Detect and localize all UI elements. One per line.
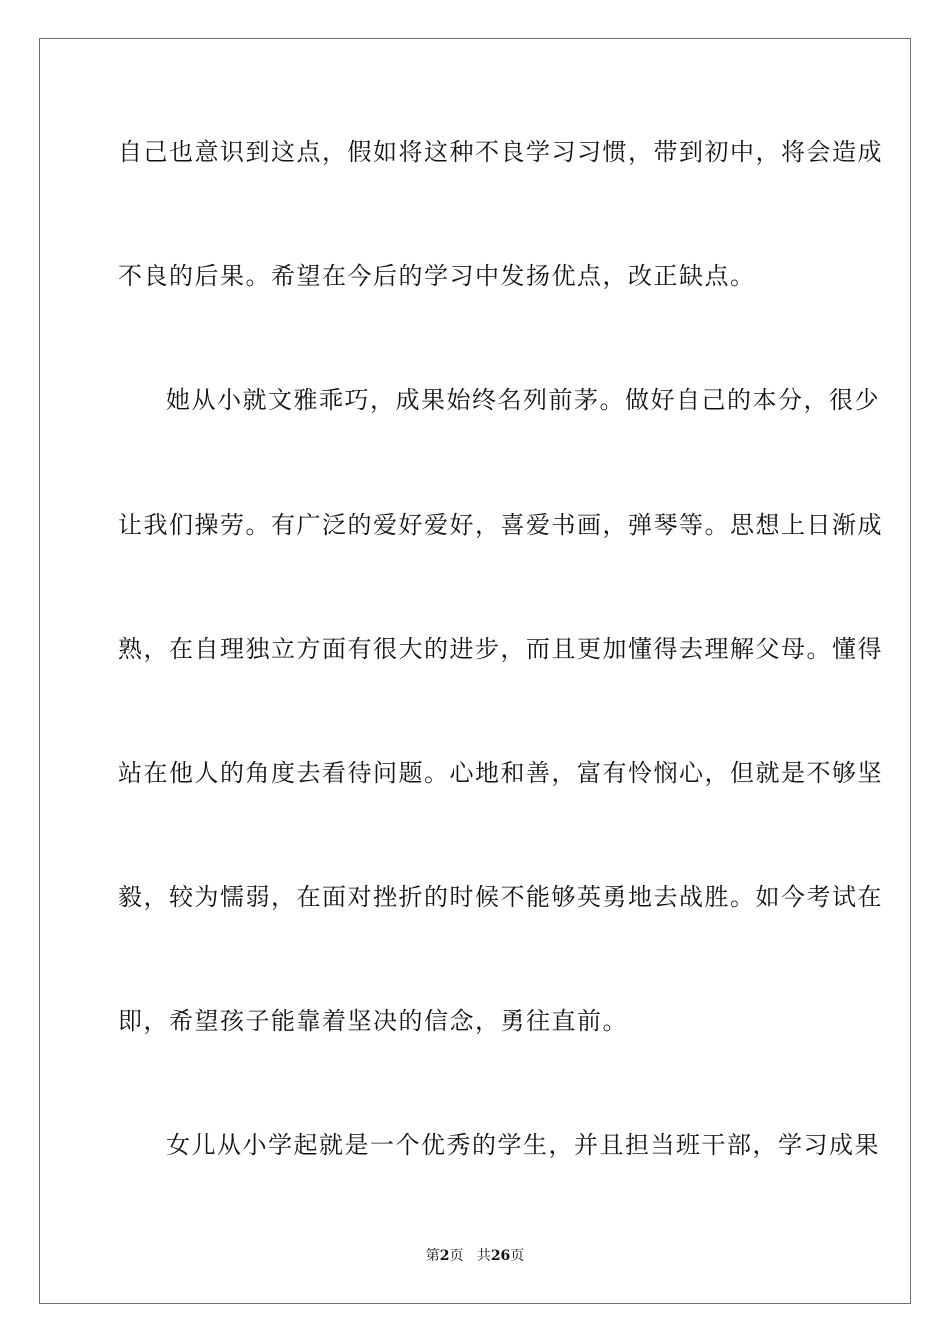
paragraph-start-line: 女儿从小学起就是一个优秀的学生，并且担当班干部，学习成果 <box>166 1131 880 1159</box>
body-text-line: 熟，在自理独立方面有很大的进步，而且更加懂得去理解父母。懂得 <box>118 635 883 663</box>
body-text-line: 即，希望孩子能靠着坚决的信念，勇往直前。 <box>118 1007 628 1035</box>
page-footer <box>0 1247 950 1265</box>
body-text-line: 让我们操劳。有广泛的爱好爱好，喜爱书画，弹琴等。思想上日渐成 <box>118 511 883 539</box>
total-prefix: 共 <box>476 1248 491 1264</box>
page-prefix: 第 <box>425 1248 440 1264</box>
page-border <box>39 38 911 1304</box>
paragraph-start-line: 她从小就文雅乖巧，成果始终名列前茅。做好自己的本分，很少 <box>166 386 880 414</box>
body-text-line: 毅，较为懦弱，在面对挫折的时候不能够英勇地去战胜。如今考试在 <box>118 883 883 911</box>
body-text-line: 不良的后果。希望在今后的学习中发扬优点，改正缺点。 <box>118 262 756 290</box>
page-suffix: 页 <box>449 1248 464 1264</box>
total-suffix: 页 <box>510 1248 525 1264</box>
body-text-line: 自己也意识到这点，假如将这种不良学习习惯，带到初中，将会造成 <box>118 138 883 166</box>
body-text-line: 站在他人的角度去看待问题。心地和善，富有怜悯心，但就是不够坚 <box>118 759 883 787</box>
page-number: 2 <box>439 1248 450 1264</box>
total-pages: 26 <box>490 1248 511 1264</box>
